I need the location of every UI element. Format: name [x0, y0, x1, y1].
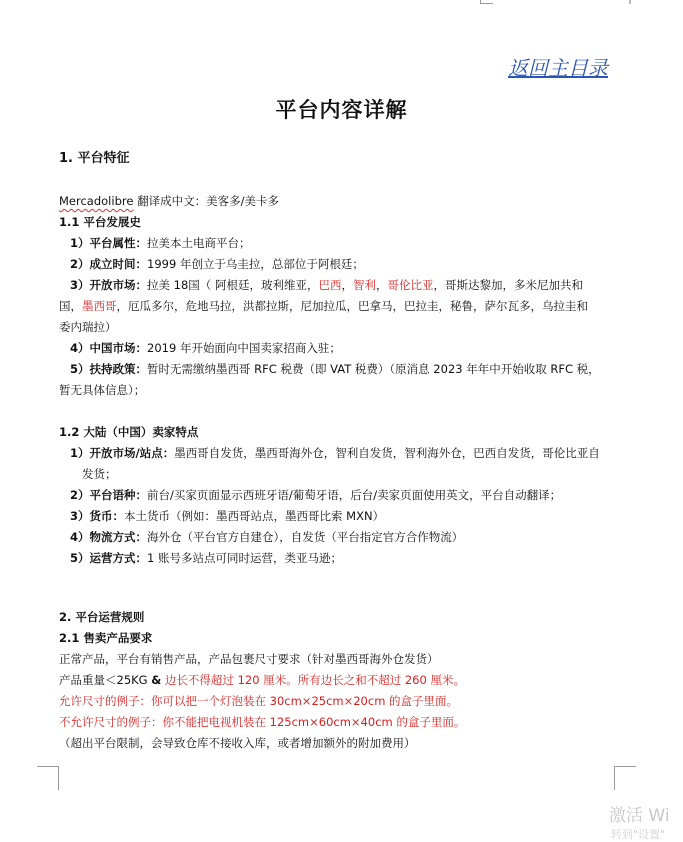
- item-value-cont: ，哥斯达黎加，多米尼加共和: [433, 278, 583, 292]
- requirement-line: 正常产品，平台有销售产品，产品包裹尺寸要求（针对墨西哥海外仓发货）: [59, 652, 439, 666]
- list-item: [70, 443, 600, 463]
- size-limit: 边长不得超过 120 厘米。所有边长之和不超过 260 厘米。: [161, 673, 465, 687]
- list-item: [70, 275, 583, 295]
- list-item-continuation: 委内瑞拉）: [59, 320, 117, 334]
- item-value: 1 账号多站点可同时运营，类亚马逊；: [147, 551, 342, 565]
- activation-watermark: 激活 Wi: [609, 806, 670, 826]
- item-value: 暂时无需缴纳墨西哥 RFC 税费（即 VAT 税费）（原消息 2023 年年中开始收取 RFC 税，: [147, 362, 600, 376]
- list-item-continuation: [59, 296, 588, 316]
- crop-mark-bottom-right-h: [614, 766, 636, 767]
- item-label: 4）物流方式：: [70, 530, 148, 544]
- item-value: 拉美本土电商平台；: [147, 236, 251, 250]
- item-value-cont: ，厄瓜多尔，危地马拉，洪都拉斯，尼加拉瓜，巴拿马，巴拉圭，秘鲁，萨尔瓦多，乌拉圭和: [116, 299, 588, 313]
- country-colombia: 哥伦比亚: [387, 278, 434, 292]
- subsection-2-1-heading: 2.1 售卖产品要求: [59, 631, 153, 645]
- requirement-line: [59, 670, 465, 690]
- back-to-main-menu-link[interactable]: 返回主目录: [508, 56, 608, 80]
- crop-mark-bottom-left-h: [37, 766, 59, 767]
- crop-mark-bottom-right-v: [614, 766, 615, 790]
- activation-watermark-sub: 转到"设置": [611, 828, 666, 841]
- separator: ，: [375, 278, 388, 292]
- section-2-heading: 2. 平台运营规则: [59, 610, 145, 624]
- item-value: 本土货币（例如：墨西哥站点，墨西哥比索 MXN）: [124, 509, 385, 523]
- item-value: 前台/买家页面显示西班牙语/葡萄牙语，后台/卖家页面使用英文，平台自动翻译；: [147, 488, 562, 502]
- country-chile: 智利: [352, 278, 376, 292]
- page-title: 平台内容详解: [275, 97, 408, 122]
- subsection-1-1-heading: 1.1 平台发展史: [59, 215, 141, 229]
- item-value: 2019 年开始面向中国卖家招商入驻；: [147, 341, 341, 355]
- ampersand: &: [151, 673, 162, 687]
- list-item: [70, 254, 364, 274]
- disallowed-example: 不允许尺寸的例子：你不能把电视机装在 125cm×60cm×40cm 的盒子里面。: [59, 715, 466, 729]
- item-value: 1999 年创立于乌圭拉，总部位于阿根廷；: [147, 257, 364, 271]
- section-1-heading: 1. 平台特征: [59, 151, 130, 166]
- list-item: [70, 485, 561, 505]
- allowed-example: 允许尺寸的例子：你可以把一个灯泡装在 30cm×25cm×20cm 的盒子里面。: [59, 694, 459, 708]
- item-label: 2）平台语种：: [70, 488, 148, 502]
- list-item-continuation: 暂无具体信息）；: [59, 383, 146, 397]
- list-item: [70, 527, 463, 547]
- item-value: 海外仓（平台官方自建仓），自发货（平台指定官方合作物流）: [147, 530, 464, 544]
- intro-text: 翻译成中文：美客多/美卡多: [133, 194, 279, 208]
- item-label: 5）扶持政策：: [70, 362, 148, 376]
- list-item: [70, 548, 342, 568]
- top-right-mark: [629, 0, 631, 4]
- country-mexico: 墨西哥: [82, 299, 117, 313]
- intro-line: [59, 191, 279, 211]
- list-item: [70, 338, 341, 358]
- list-item-continuation: 发货；: [82, 467, 117, 481]
- top-margin-mark: [480, 0, 493, 4]
- item-label: 4）中国市场：: [70, 341, 148, 355]
- list-item: [70, 359, 600, 379]
- item-label: 1）开放市场/站点：: [70, 446, 175, 460]
- weight-limit: 产品重量＜25KG: [59, 673, 152, 687]
- item-label: 1）平台属性：: [70, 236, 148, 250]
- item-value: 国，: [59, 299, 82, 313]
- list-item: [70, 233, 251, 253]
- item-label: 3）货币：: [70, 509, 125, 523]
- subsection-1-2-heading: 1.2 大陆（中国）卖家特点: [59, 425, 199, 439]
- limit-note: （超出平台限制，会导致仓库不接收入库，或者增加额外的附加费用）: [59, 736, 416, 750]
- item-label: 2）成立时间：: [70, 257, 148, 271]
- separator: ，: [341, 278, 353, 292]
- list-item: [70, 506, 384, 526]
- item-label: 5）运营方式：: [70, 551, 148, 565]
- brand-name: Mercadolibre: [59, 194, 134, 208]
- country-brazil: 巴西: [318, 278, 342, 292]
- crop-mark-bottom-left-v: [58, 766, 59, 790]
- item-value: 墨西哥自发货，墨西哥海外仓，智利自发货，智利海外仓，巴西自发货，哥伦比亚自: [174, 446, 600, 460]
- item-label: 3）开放市场：: [70, 278, 148, 292]
- item-value: 拉美 18国（ 阿根廷，玻利维亚，: [147, 278, 319, 292]
